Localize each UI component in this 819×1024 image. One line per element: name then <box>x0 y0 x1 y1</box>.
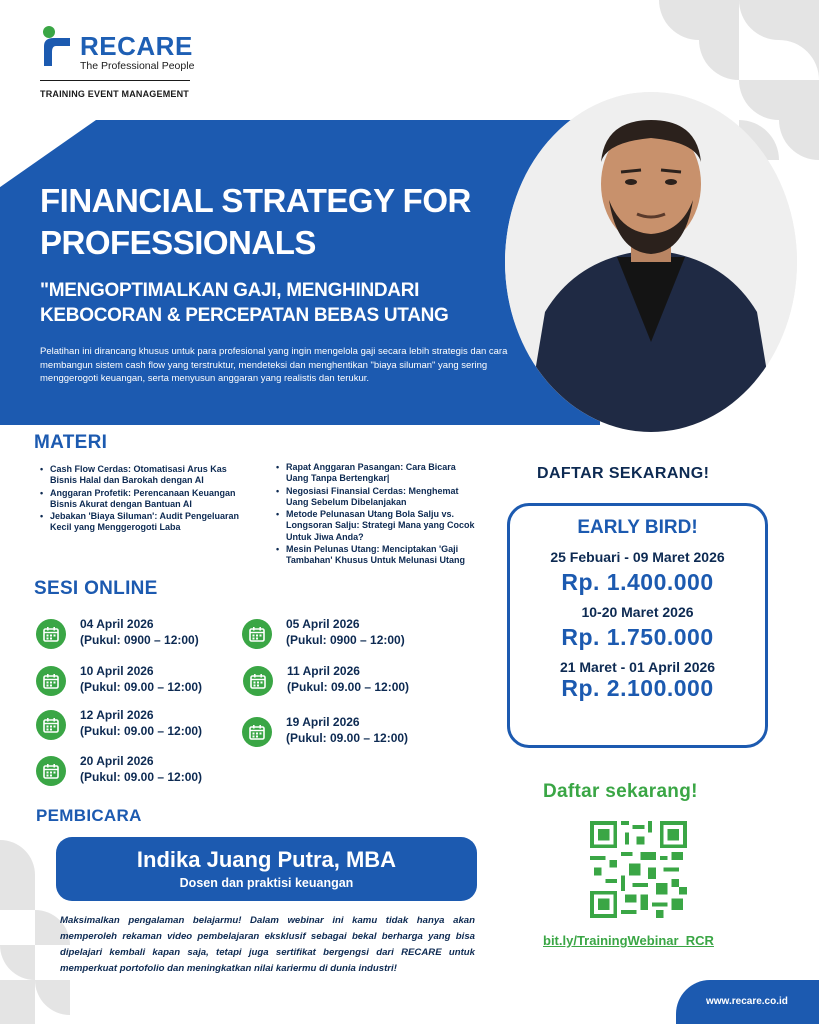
price-amount: Rp. 2.100.000 <box>561 675 714 701</box>
brand-subtitle: TRAINING EVENT MANAGEMENT <box>40 89 189 99</box>
session-time: (Pukul: 09.00 – 12:00) <box>80 769 203 784</box>
calendar-icon <box>36 756 66 786</box>
list-item: • Anggaran Profetik: Perencanaan Keuangan Bisnis Akurat dengan Bantuan AI <box>40 488 250 511</box>
calendar-icon <box>36 710 66 740</box>
speaker-name: Indika Juang Putra, MBA <box>136 847 397 872</box>
early-bird-label: EARLY BIRD! <box>577 517 698 538</box>
session-time: (Pukul: 09.00 – 12:00) <box>286 730 409 745</box>
price-period: 21 Maret - 01 April 2026 <box>559 659 716 675</box>
session-item <box>36 617 199 649</box>
calendar-icon <box>242 619 272 649</box>
session-time: (Pukul: 09.00 – 12:00) <box>80 679 203 694</box>
speaker-portrait-illustration <box>505 92 797 432</box>
list-item: • Negosiasi Finansial Cerdas: Menghemat Uang Sebelum Dibelanjakan <box>276 486 476 509</box>
session-date: 11 April 2026 <box>287 664 360 678</box>
session-item <box>36 754 202 786</box>
session-item <box>242 617 405 649</box>
sesi-heading: SESI ONLINE <box>34 578 158 599</box>
brand-tagline: The Professional People <box>80 60 195 72</box>
closing-paragraph: Maksimalkan pengalaman belajarmu! Dalam webinar ini kamu tidak hanya akan memperoleh rekaman video pembelajaran eksklusif sebagai bekal berharga yang bisa dipelajari kembali kapan saja, tetapi juga sertifikat bergengsi dari RECARE untuk memperkuat portofolio dan meningkatkan nilai kariermu di dunia industri! <box>60 915 475 974</box>
speaker-card <box>56 837 477 901</box>
price-amount: Rp. 1.400.000 <box>561 569 714 595</box>
brand-name: RECARE <box>80 31 193 61</box>
session-time: (Pukul: 0900 – 12:00) <box>80 632 199 647</box>
session-date: 12 April 2026 <box>80 708 154 722</box>
session-date: 05 April 2026 <box>286 617 360 631</box>
qr-code-icon[interactable] <box>590 821 687 918</box>
materi-list-left <box>40 464 250 535</box>
price-period: 10-20 Maret 2026 <box>581 604 694 620</box>
list-item: • Rapat Anggaran Pasangan: Cara Bicara Uang Tanpa Bertengkar| <box>276 462 476 485</box>
event-title: FINANCIAL STRATEGY FOR PROFESSIONALS <box>40 182 471 261</box>
session-item <box>36 708 202 740</box>
register-heading: DAFTAR SEKARANG! <box>537 465 710 482</box>
session-date: 04 April 2026 <box>80 617 154 631</box>
website-badge[interactable]: www.recare.co.id <box>676 980 819 1024</box>
calendar-icon <box>242 717 272 747</box>
calendar-icon <box>243 666 273 696</box>
divider <box>40 80 190 81</box>
list-item: • Mesin Pelunas Utang: Menciptakan 'Gaji Tambahan' Khusus Untuk Melunasi Utang <box>276 544 476 567</box>
speaker-role: Dosen dan praktisi keuangan <box>179 876 354 890</box>
event-description: Pelatihan ini dirancang khusus untuk para profesional yang ingin mengelola gaji secara lebih strategis dan cara membangun sistem cash flow yang terstruktur, mendeteksi dan menghentikan "biaya siluman" yang sering menggerogoti keuangan, serta menyusun anggaran yang realistis dan terukur. <box>40 346 508 384</box>
session-item <box>36 664 202 696</box>
register-cta: Daftar sekarang! <box>543 781 698 802</box>
brand-logo <box>40 24 200 99</box>
materi-heading: MATERI <box>34 432 108 453</box>
session-time: (Pukul: 09.00 – 12:00) <box>80 723 203 738</box>
speaker-photo <box>505 92 797 432</box>
calendar-icon <box>36 666 66 696</box>
pembicara-heading: PEMBICARA <box>36 806 142 825</box>
session-time: (Pukul: 0900 – 12:00) <box>286 632 405 647</box>
list-item: • Metode Pelunasan Utang Bola Salju vs. Longsoran Salju: Strategi Mana yang Cocok Untuk Jiwa Anda? <box>276 509 476 543</box>
calendar-icon <box>36 619 66 649</box>
session-date: 19 April 2026 <box>286 715 360 729</box>
list-item: • Cash Flow Cerdas: Otomatisasi Arus Kas Bisnis Halal dan Barokah dengan AI <box>40 464 250 487</box>
materi-list-right <box>276 462 476 568</box>
session-date: 10 April 2026 <box>80 664 154 678</box>
session-date: 20 April 2026 <box>80 754 154 768</box>
price-amount: Rp. 1.750.000 <box>561 624 714 650</box>
list-item: • Jebakan 'Biaya Siluman': Audit Pengeluaran Kecil yang Menggerogoti Laba <box>40 511 250 534</box>
session-item <box>243 664 409 696</box>
session-time: (Pukul: 09.00 – 12:00) <box>287 679 410 694</box>
session-item <box>242 715 408 747</box>
pricing-card <box>507 503 768 748</box>
event-subtitle: "MENGOPTIMALKAN GAJI, MENGHINDARI KEBOCORAN & PERCEPATAN BEBAS UTANG <box>40 280 449 326</box>
registration-link[interactable]: bit.ly/TrainingWebinar_RCR <box>543 933 714 948</box>
recare-logo-icon <box>40 24 74 68</box>
price-period: 25 Febuari - 09 Maret 2026 <box>550 549 725 565</box>
